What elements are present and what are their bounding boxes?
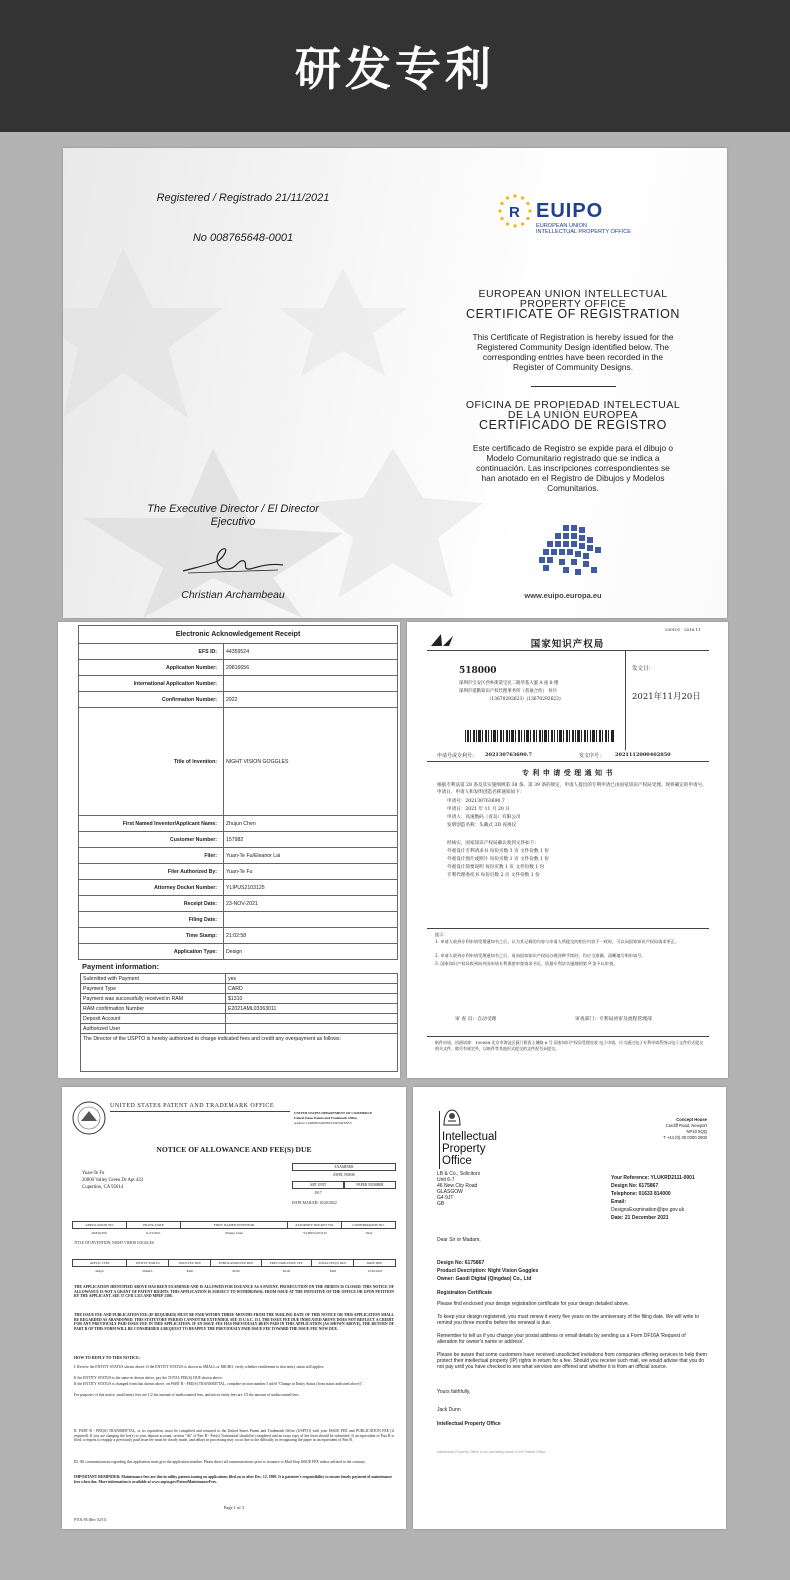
table-row <box>79 708 398 816</box>
receipt-title: Electronic Acknowledgement Receipt <box>79 626 398 644</box>
recipient-6: GB <box>437 1201 445 1207</box>
cnipa-notice <box>407 622 728 1078</box>
art-unit-value: 2917 <box>314 1191 322 1195</box>
col-header: ISSUE FEE DUE <box>169 1260 211 1266</box>
section-ii: II. PART B - FEE(S) TRANSMITTAL, or its equivalent, must be completed and returned to the United States Patent and Trademark Office (USPTO) with your ISSUE FEE and PUBLICATION FEE (if required). If you are charging the fee(s) to your deposit account, section "4b" of Part B - Fee(s) Transmittal should be completed and an extra copy of the form should be submitted. If an equivalent of Part B is filed, a request to reapply a previously paid issue fee must be clearly made, and delays in processing may occur due to the difficulty in recognizing the paper as an equivalent of Part B. <box>74 1429 394 1443</box>
barcode <box>465 730 615 742</box>
row-value: 44359524 <box>224 644 398 660</box>
form-number: 200101 · 2018.11 <box>665 627 701 632</box>
instruction-3: If the ENTITY STATUS is changed from that shown above, on PART B - FEE(S) TRANSMITTAL, complete section number 5 titled "Change in Entity Status (from status indicated above)". <box>74 1382 364 1386</box>
col-header: ENTITY STATUS <box>127 1260 169 1266</box>
examiner-box: EXAMINER <box>292 1163 396 1171</box>
app-header-row <box>72 1221 396 1229</box>
form-id: PTOL-85 (Rev. 02/11) <box>74 1518 107 1522</box>
paragraph-1: Please find enclosed your design registration certificate for your design detailed above. <box>437 1301 630 1307</box>
rule <box>625 650 626 750</box>
recipient-1: LB & Co., Solicitors <box>437 1171 481 1177</box>
cell: design <box>95 1269 104 1273</box>
row-label: Customer Number: <box>79 832 224 848</box>
cell: 2922 <box>365 1231 373 1235</box>
royal-crest-icon <box>441 1107 463 1127</box>
signer-org: Intellectual Property Office <box>437 1421 501 1427</box>
instruction-1: I. Review the ENTITY STATUS shown above. If the ENTITY STATUS is shown as SMALL or MICRO, verify whether entitlement to that entity status still applies. <box>74 1365 325 1369</box>
col-header: ATTORNEY DOCKET NO. <box>288 1222 342 1228</box>
serial-label: 发文序号： <box>579 753 605 759</box>
euipo-logo-sub2: INTELLECTUAL PROPERTY OFFICE <box>536 229 632 235</box>
recipient-3: 46 New City Road <box>437 1183 478 1189</box>
row-label: Time Stamp: <box>79 928 224 944</box>
cell: 01/20/2023 <box>367 1269 383 1273</box>
row-value: yes <box>226 974 398 984</box>
your-reference: Your Reference: YLUKRD2111-0001 <box>611 1175 695 1181</box>
product-description: Product Description: Night Vision Goggles <box>437 1268 539 1274</box>
table-row <box>79 644 398 660</box>
row-value: NIGHT VISION GOGGLES <box>224 708 398 816</box>
page-title: 研发专利 <box>295 42 495 96</box>
row-value: Yuan-Te Fu <box>224 864 398 880</box>
invention-title: TITLE OF INVENTION: NIGHT VISION GOGGLES <box>74 1241 154 1245</box>
row-value: Design <box>224 944 398 960</box>
recipient-5: G4 9JT <box>437 1195 454 1201</box>
addressee-1: Yuan-Te Fu <box>82 1171 105 1176</box>
divider <box>531 386 616 387</box>
fee-data-row <box>72 1268 396 1275</box>
es-text-4: han anotado en el Registro de Dibujos y Modelos <box>481 473 665 483</box>
cell: 29/816,656 <box>91 1231 107 1235</box>
row-label: Filer Authorized By: <box>79 864 224 880</box>
table-row <box>81 974 398 984</box>
note-1: 1. 申请人收到专利申请受理通知书之后，认为其记载的内容与申请人所提交的相应内容不一致时，可以向国家知识产权局请求更正。 <box>435 939 680 944</box>
examiner-name: JOHN, NOBIS <box>333 1173 355 1177</box>
payment-table <box>80 973 398 1072</box>
paragraph-2: THE ISSUE FEE AND PUBLICATION FEE (IF REQUIRED) MUST BE PAID WITHIN THREE MONTHS FROM THE MAILING DATE OF THIS NOTICE OR THIS APPLICATION SHALL BE REGARDED AS ABANDONED. THIS STATUTORY PERIOD CANNOT BE EXTENDED. SEE 35 U.S.C. 151. THE ISSUE FEE DUE INDICATED ABOVE DOES NOT REFLECT A CREDIT FOR ANY PREVIOUSLY PAID ISSUE FEE IN THIS APPLICATION. IF AN ISSUE FEE HAS PREVIOUSLY BEEN PAID IN THIS APPLICATION (AS SHOWN ABOVE), THE RETURN OF PART B OF THIS FORM WILL BE CONSIDERED A REQUEST TO REAPPLY THE PREVIOUSLY PAID ISSUE FEE TOWARD THE ISSUE FEE NOW DUE. <box>74 1313 395 1332</box>
dept-1: UNITED STATES DEPARTMENT OF COMMERCE <box>294 1111 373 1115</box>
examiner: 审 查 员：自动受理 <box>455 1017 497 1022</box>
col-header: APPLICATION NO. <box>73 1222 127 1228</box>
table-row <box>79 944 398 960</box>
cnipa-footer: 纸件申请，回函请寄：100088 北京市海淀区蓟门桥西土城路 6 号 国家知识产权局受理处收 电子申请，应当通过电子专利申请系统以电子文件形式提交相关文件。除另有规定外，以纸件等其他形式提交的文件视为未提交。 <box>435 1040 704 1051</box>
en-text-1: This Certificate of Registration is hereby issued for the <box>472 332 674 342</box>
cell: $420 <box>329 1269 337 1273</box>
signatory-name: Christian Archambeau <box>181 589 285 601</box>
fee-header-row <box>72 1259 396 1267</box>
cell: $0.00 <box>232 1269 240 1273</box>
director-title-2: Ejecutivo <box>210 516 256 528</box>
page-number: Page 1 of 3 <box>223 1505 245 1510</box>
receipt-table <box>78 625 398 960</box>
registered-date: Registered / Registrado 21/11/2021 <box>156 192 330 204</box>
col-header: CONFIRMATION NO. <box>352 1223 385 1227</box>
art-unit-box: ART UNIT <box>292 1181 344 1189</box>
app-data-row <box>72 1230 396 1237</box>
paragraph-3: Remember to tell us if you change your postal address or email details by sending us a Form DF16A 'Request of alteration for owner's name or address'. <box>437 1333 686 1345</box>
ipo-footer: Intellectual Property Office is an operating name of the Patent Office <box>437 1450 546 1454</box>
en-heading-3: CERTIFICATE OF REGISTRATION <box>465 307 681 321</box>
row-value <box>224 912 398 928</box>
col-header: APPLN. TYPE <box>73 1260 127 1266</box>
col-header: TOTAL FEE(S) DUE <box>312 1260 354 1266</box>
rule <box>427 761 709 762</box>
europe-map-icon <box>533 523 613 585</box>
greeting: Dear Sir or Madam, <box>437 1237 481 1243</box>
table-row <box>79 928 398 944</box>
table-row <box>79 816 398 832</box>
en-text-3: corresponding entries have been recorded in the <box>482 352 664 362</box>
cell: YLIPUS2103125 <box>303 1231 327 1235</box>
ipo-logo-1: Intellectual <box>442 1131 497 1143</box>
euipo-logo-text: EUIPO <box>536 200 604 222</box>
row-label: Attorney Docket Number: <box>79 880 224 896</box>
table-row <box>79 692 398 708</box>
instruction-4: For purposes of this notice, small entity fees are 1/2 the amount of undiscounted fees, and micro entity fees are 1/5 the amount of undiscounted fees. <box>74 1393 300 1397</box>
row-label: Application Type: <box>79 944 224 960</box>
col-header: PREV. PAID ISSUE FEE <box>262 1260 312 1266</box>
date-mailed: DATE MAILED: 10/20/2022 <box>292 1201 337 1205</box>
address-2: 深圳市道勤知识产权代理事务所（普通合伙） 何兵 <box>459 689 557 694</box>
table-row <box>79 848 398 864</box>
letter-date: Date: 21 December 2021 <box>611 1215 669 1221</box>
table-row <box>79 676 398 692</box>
dept-2: United States Patent and Trademark Office <box>294 1116 357 1120</box>
table-row <box>81 1014 398 1024</box>
note-2: 2. 申请人收到专利申请受理通知书之后，再向国家知识产权局办理各种手续时，均应当准确、清晰地写明申请号。 <box>435 953 646 958</box>
rule <box>427 650 709 651</box>
email-label: Email: <box>611 1199 627 1205</box>
telephone: Telephone: 01633 814000 <box>611 1191 671 1197</box>
item-title: 发明创造名称：头戴式 3D 夜视仪 <box>447 823 517 828</box>
file-3: 外观设计简要说明 每份页数 1 页 文件份数 1 份 <box>447 865 545 870</box>
recipient-2: Unit 6-7 <box>437 1177 455 1183</box>
col-header: FIRST NAMED INVENTOR <box>181 1222 288 1228</box>
row-label: Confirmation Number: <box>79 692 224 708</box>
es-heading-2: DE LA UNIÓN EUROPEA <box>507 409 639 421</box>
euipo-logo <box>536 200 631 235</box>
app-no: 202130763690.7 <box>485 752 532 758</box>
office-name: UNITED STATES PATENT AND TRADEMARK OFFICE <box>110 1103 275 1109</box>
euipo-website: www.euipo.europa.eu <box>524 591 602 600</box>
uspto-allowance <box>62 1087 406 1529</box>
note-heading: 提示： <box>435 932 448 937</box>
col-header: DATE DUE <box>366 1261 383 1265</box>
item-app-date: 申请日：2021 年 11 月 20 日 <box>447 807 510 812</box>
office-title: 国家知识产权局 <box>530 639 605 650</box>
row-label: Authorized User <box>81 1024 226 1034</box>
email-address: DesignsExamination@ipo.gov.uk <box>611 1207 685 1213</box>
table-row <box>81 994 398 1004</box>
concept-house: Concept House <box>676 1117 707 1122</box>
recipient-4: GLASGOW <box>437 1189 463 1195</box>
concept-phone: T +44 (0) 30 0300 2000 <box>663 1135 707 1140</box>
table-row <box>79 832 398 848</box>
en-text-4: Register of Community Designs. <box>512 362 634 372</box>
row-label: First Named Inventor/Applicant Name: <box>79 816 224 832</box>
paragraph-1: THE APPLICATION IDENTIFIED ABOVE HAS BEEN EXAMINED AND IS ALLOWED FOR ISSUANCE AS A PATENT. PROSECUTION ON THE MERITS IS CLOSED. THIS NOTICE OF ALLOWANCE IS NOT A GRANT OF PATENT RIGHTS. THIS APPLICATION IS SUBJECT TO WITHDRAWAL FROM ISSUE AT THE INITIATIVE OF THE OFFICE OR UPON PETITION BY THE APPLICANT. SEE 37 CFR 1.313 AND MPEP 1308. <box>74 1285 394 1299</box>
euipo-logo-sub1: EUROPEAN UNION <box>536 223 587 229</box>
addressee-2: 20800 Valley Green Dr Apt 433 <box>82 1178 144 1183</box>
row-label: Filing Date: <box>79 912 224 928</box>
row-value: 23-NOV-2021 <box>224 896 398 912</box>
row-value: 2922 <box>224 692 398 708</box>
rule <box>427 928 709 929</box>
dept-3: Address: COMMISSIONER FOR PATENTS <box>294 1121 352 1125</box>
es-heading-1: OFICINA DE PROPIEDAD INTELECTUAL <box>465 399 681 411</box>
row-label: Payment was successfully received in RAM <box>81 994 226 1004</box>
row-label: International Application Number: <box>79 676 224 692</box>
design-no-line: Design No: 6175867 <box>437 1260 485 1266</box>
notice-body: 根据专利法第 28 条及其实施细则第 38 条、第 39 条的规定，申请人提出的专利申请已由国家知识产权局受理。现将确定的申请号、申请日、申请人和发明创造名称通知如下： <box>437 783 707 795</box>
uspto-receipt <box>58 622 400 1078</box>
signature <box>178 543 288 579</box>
rule <box>427 1036 709 1037</box>
important-reminder: IMPORTANT REMINDER: Maintenance fees are due in utility patents issuing on applications filed on or after Dec. 12, 1980. It is patentee's responsibility to ensure timely payment of maintenance fees when due. More information is available at www.uspto.gov/PatentMaintenanceFees. <box>74 1475 392 1484</box>
cell: SMALL <box>142 1269 154 1273</box>
table-row <box>79 896 398 912</box>
table-row <box>79 660 398 676</box>
col-header: FILING DATE <box>127 1222 181 1228</box>
table-row <box>81 1024 398 1034</box>
row-label: Application Number: <box>79 660 224 676</box>
instruction-2: If the ENTITY STATUS is the same as shown above, pay the TOTAL FEE(S) DUE shown above. <box>74 1376 223 1380</box>
issue-date: 2021年11月20日 <box>632 692 701 702</box>
table-row <box>79 912 398 928</box>
ipo-logo-3: Office <box>442 1155 472 1167</box>
row-value <box>224 676 398 692</box>
row-label: Title of Invention: <box>79 708 224 816</box>
how-to-reply: HOW TO REPLY TO THIS NOTICE: <box>74 1355 141 1360</box>
row-value: $1310 <box>226 994 398 1004</box>
paragraph-4: Please be aware that some customers have received unsolicited invitations from companies offering services to help them protect their intellectual property (IP) rights in return for a fee. Should you receive such mail, we would advise that you do not pay until you have checked to see what services are offered and whether it is from an official source. <box>437 1352 707 1370</box>
owner: Owner: Gaodi Digital (Qingdao) Co., Ltd <box>437 1276 532 1282</box>
row-value: 157982 <box>224 832 398 848</box>
serial-no: 2021112000402850 <box>615 752 671 758</box>
en-heading-1: EUROPEAN UNION INTELLECTUAL <box>478 288 668 300</box>
row-value: E2021AML03363011 <box>226 1004 398 1014</box>
section-iii: III. All communications regarding this application must give the application number. Please direct all communications prior to issuance to Mail Stop ISSUE FEE unless advised to the contrary. <box>74 1460 366 1464</box>
table-row <box>81 984 398 994</box>
page-header <box>0 0 790 132</box>
row-value: Zhujun Chen <box>224 816 398 832</box>
note-3: 3. 国家知识产权局收到向外国申请专利保密审查请求书后，依据专利法实施细则第 9 条予以审查。 <box>435 961 618 966</box>
paper-number-box: PAPER NUMBER <box>344 1181 396 1189</box>
es-text-1: Este certificado de Registro se expide para el dibujo o <box>472 443 674 453</box>
row-label: Deposit Account <box>81 1014 226 1024</box>
department: 审查部门：专利局初审及流程管理部 <box>575 1017 652 1022</box>
row-label: Submitted with Payment <box>81 974 226 984</box>
authorization-text: The Director of the USPTO is hereby authorized to charge indicated fees and credit any overpayment as follows: <box>81 1034 398 1072</box>
rule <box>110 1111 290 1112</box>
row-label: Receipt Date: <box>79 896 224 912</box>
file-1: 外观设计专利请求书 每份页数 3 页 文件份数 1 份 <box>447 849 549 854</box>
ukipo-letter <box>413 1087 726 1529</box>
row-value: CARD <box>226 984 398 994</box>
row-label: Payment Type <box>81 984 226 994</box>
certificate-heading: Registration Certificate <box>437 1290 493 1296</box>
es-heading-3: CERTIFICADO DE REGISTRO <box>479 418 667 432</box>
address-3: （13670292623）(13670292623) <box>487 697 561 702</box>
table-row <box>79 864 398 880</box>
file-4: 专利代理委托书 每份页数 2 页 文件份数 1 份 <box>447 873 540 878</box>
cell: Zhujun Chen <box>225 1231 243 1235</box>
row-label: EFS ID: <box>79 644 224 660</box>
file-2: 外观设计图片或照片 每份页数 1 页 文件份数 1 份 <box>447 857 549 862</box>
row-label: RAM confirmation Number <box>81 1004 226 1014</box>
eu-stars-logo-icon <box>497 193 533 229</box>
date-label: 发文日： <box>632 666 655 672</box>
row-value: 29816656 <box>224 660 398 676</box>
cell: $420 <box>186 1269 193 1273</box>
table-row <box>79 880 398 896</box>
cell: $0.00 <box>283 1269 291 1273</box>
ipo-logo-2: Property <box>442 1143 486 1155</box>
item-app-no: 申请号：202130763690.7 <box>447 799 505 804</box>
svg-text:R: R <box>509 204 520 221</box>
address-1: 深圳市宝安区西乡街道宝民二路华基大厦 A 座 8 楼 <box>459 681 559 686</box>
row-value: 21:02:58 <box>224 928 398 944</box>
cell: 11/23/2021 <box>145 1231 161 1235</box>
director-title-1: The Executive Director / El Director <box>147 503 319 515</box>
euipo-certificate <box>63 148 727 618</box>
en-text-2: Registered Community Design identified below. The <box>476 342 670 352</box>
es-text-3: continuación. Las inscripciones correspondientes se <box>476 463 670 473</box>
uspto-seal-icon <box>72 1101 106 1135</box>
row-label: Filer: <box>79 848 224 864</box>
notice-title: NOTICE OF ALLOWANCE AND FEE(S) DUE <box>156 1145 312 1154</box>
payment-heading: Payment information: <box>82 962 160 971</box>
addressee-3: Cupertino, CA 95014 <box>82 1185 124 1190</box>
concept-addr-1: Cardiff Road, Newport <box>665 1123 707 1128</box>
paragraph-2: To keep your design registered, you must renew it every five years on the anniversary of the filing date. We will write to remind you three months before the renewal is due. <box>437 1314 699 1326</box>
item-applicant: 申请人：高速数码（青岛）有限公司 <box>447 815 521 820</box>
es-text-5: Comunitarios. <box>547 483 599 493</box>
registration-number: No 008765648-0001 <box>192 232 294 244</box>
row-value: Yuan-Te Fu/Eleanor Lai <box>224 848 398 864</box>
row-value <box>226 1014 398 1024</box>
table-row <box>81 1004 398 1014</box>
notice-title: 专 利 申 请 受 理 通 知 书 <box>522 768 613 777</box>
es-text-2: Modelo Comunitario registrado que se indica a <box>486 453 660 463</box>
en-heading-2: PROPERTY OFFICE <box>519 298 627 310</box>
postcode: 518000 <box>459 666 497 676</box>
closing: Yours faithfully, <box>437 1389 471 1395</box>
app-no-label: 申请号或专利号： <box>437 753 478 759</box>
col-header: PUBLICATION FEE DUE <box>211 1260 261 1266</box>
row-value <box>226 1024 398 1034</box>
row-value: YLIPUS2103125 <box>224 880 398 896</box>
signer-name: Jack Dunn <box>437 1407 461 1413</box>
files-intro: 经核实，国家知识产权局确认收到文件如下： <box>447 841 539 846</box>
logo-bar <box>439 1111 440 1169</box>
concept-addr-2: NP10 8QQ <box>686 1129 707 1134</box>
design-number: Design No: 6175867 <box>611 1183 659 1189</box>
